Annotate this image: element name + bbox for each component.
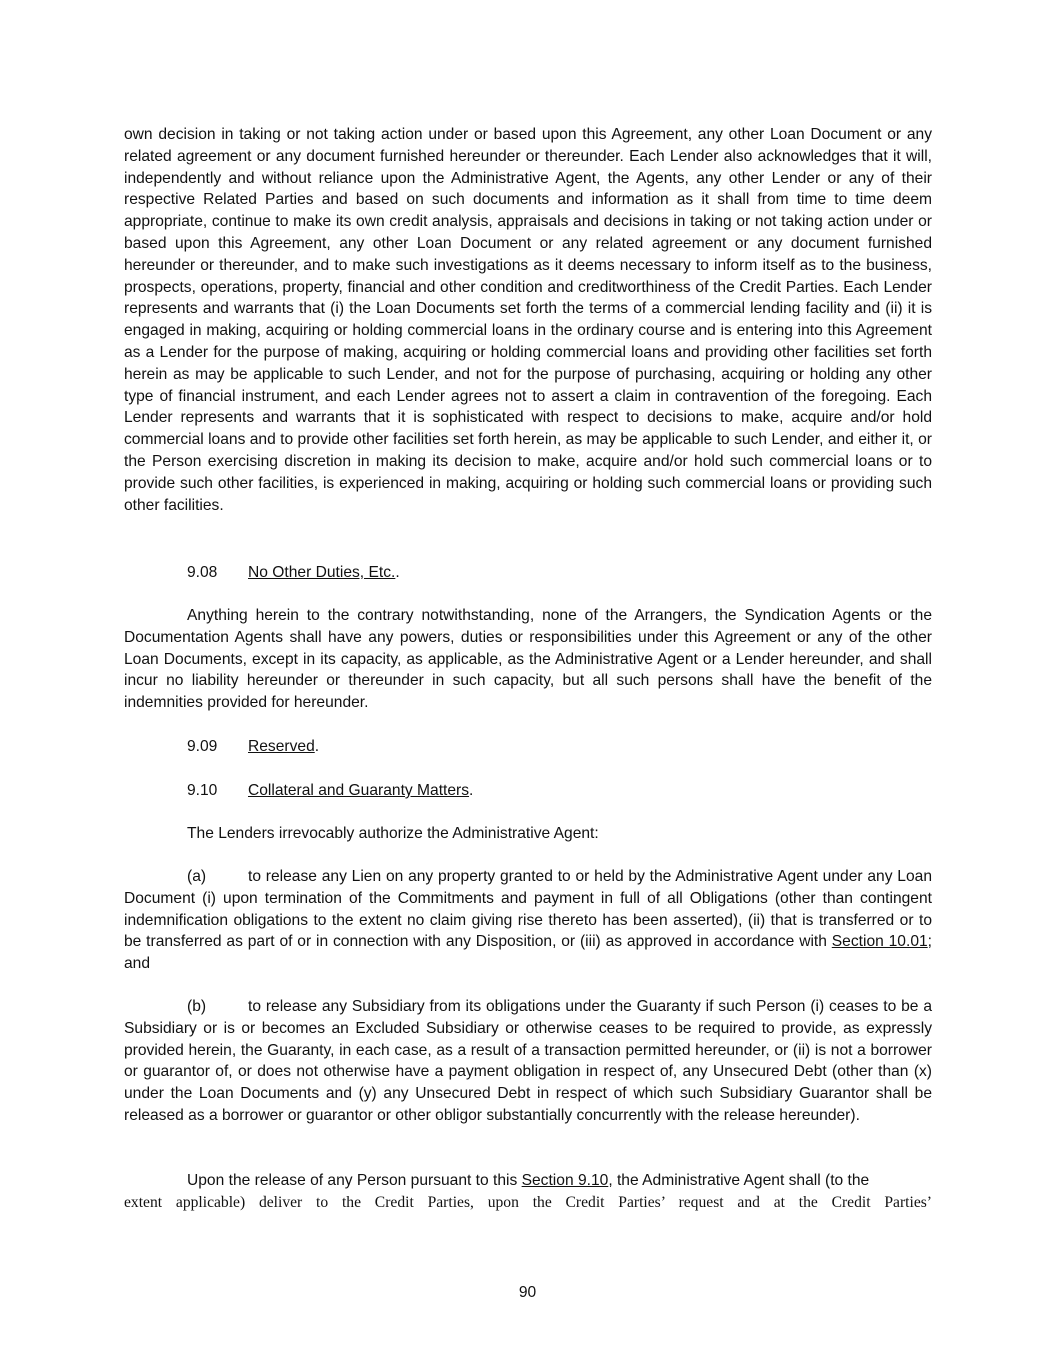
paragraph-authorize: The Lenders irrevocably authorize the Administrative Agent: bbox=[187, 825, 599, 842]
section-reference-link: Section 10.01 bbox=[831, 933, 928, 951]
page-number: 90 bbox=[518, 1284, 537, 1301]
section-number: 9.09 bbox=[187, 738, 218, 755]
section-heading-9-09: 9.09 Reserved. bbox=[187, 736, 319, 758]
paragraph-release-delivery-continued: extent applicable) deliver to the Credit Parties, upon the Credit Parties’ request and at the Credit Parties’ bbox=[124, 1194, 932, 1211]
section-title: Reserved bbox=[248, 738, 315, 755]
section-title: No Other Duties, Etc. bbox=[248, 564, 396, 581]
clause-text: to release any Lien on any property granted to or held by the Administrative Agent under any Loan Document (i) upon termination of the Commitments and payment in full of all Obligations (other than contingent indemnification obligations to the extent no claim giving rise thereto has been asserted), (ii) that is transferred or to be transferred as part of or in connection with any Disposition, or (iii) as approved in accordance with bbox=[124, 868, 932, 951]
section-heading-9-10: 9.10 Collateral and Guaranty Matters. bbox=[187, 780, 473, 802]
paragraph-lender-reliance: own decision in taking or not taking action under or based upon this Agreement, any other Loan Document or any related agreement or any document furnished hereunder or thereunder. Each Lender also acknowledges that it will, independently and without reliance upon the Administrative Agent, the Agents, any other Lender or any of their respective Related Parties and based on such documents and information as it shall from time to time deem appropriate, continue to make its own credit analysis, appraisals and decisions in taking or not taking action under or based upon this Agreement, any other Loan Document or any related agreement or any document furnished hereunder or thereunder, and to make such investigations as it deems necessary to inform itself as to the business, prospects, operations, property, financial and other condition and creditworthiness of the Credit Parties. Each Lender represents and warrants that (i) the Loan Documents set forth the terms of a commercial lending facility and (ii) it is engaged in making, acquiring or holding commercial loans in the ordinary course and is entering into this Agreement as a Lender for the purpose of making, acquiring or holding commercial loans and providing other facilities set forth herein as may be applicable to such Lender, and not for the purpose of purchasing, acquiring or holding any other type of financial instrument, and each Lender agrees not to assert a claim in contravention of the foregoing. Each Lender represents and warrants that it is sophisticated with respect to decisions to make, acquire and/or hold commercial loans and to provide other facilities set forth herein, as may be applicable to such Lender, and either it, or the Person exercising discretion in making its decision to make, acquire and/or hold such commercial loans or to provide such other facilities, is experienced in making, acquiring or holding such commercial loans or providing such other facilities. bbox=[124, 126, 932, 514]
paragraph-release-delivery: Upon the release of any Person pursuant to this Section 9.10, the Administrative Agent shall (to the bbox=[187, 1172, 870, 1189]
paragraph-no-other-duties: Anything herein to the contrary notwithstanding, none of the Arrangers, the Syndication Agents or the Documentation Agents shall have any powers, duties or responsibilities under this Agreement or any of the other Loan Documents, except in its capacity, as applicable, as the Administrative Agent or a Lender hereunder, and shall incur no liability hereunder or thereunder in such capacity, but all such persons shall have the benefit of the indemnities provided for hereunder. bbox=[124, 607, 932, 712]
clause-label: (a) bbox=[187, 868, 207, 885]
section-reference-link: Section 9.10 bbox=[521, 1172, 609, 1189]
section-number: 9.10 bbox=[187, 782, 218, 799]
clause-label: (b) bbox=[187, 998, 207, 1015]
section-title: Collateral and Guaranty Matters bbox=[248, 782, 470, 799]
clause-a: (a) to release any Lien on any property granted to or held by the Administrative Agent under any Loan Document (i) upon termination of the Commitments and payment in full of all Obligations (other than contingent indemnification obligations to the extent no claim giving rise thereto has been asserted), (ii) that is transferred or to be transferred as part of or in connection with any Disposition, or (iii) as approved in accordance with Section 10.01; and bbox=[124, 868, 933, 973]
clause-b bbox=[124, 996, 932, 1127]
clause-text: to release any Subsidiary from its obligations under the Guaranty if such Person (i) ceases to be a Subsidiary or is or becomes an Excluded Subsidiary or otherwise ceases to be required to provide, as expressly provided herein, the Guaranty, in each case, as a result of a transaction permitted hereunder, or (ii) is not a borrower or guarantor of, or does not otherwise have a payment obligation in respect of, any Unsecured Debt (other than (x) under the Loan Documents and (y) any Unsecured Debt in respect of which such Subsidiary Guarantor shall be released as a borrower or guarantor or other obligor substantially concurrently with the release hereunder). bbox=[124, 998, 932, 1124]
section-heading-9-08: 9.08 No Other Duties, Etc.. bbox=[187, 562, 400, 584]
section-number: 9.08 bbox=[187, 564, 218, 581]
